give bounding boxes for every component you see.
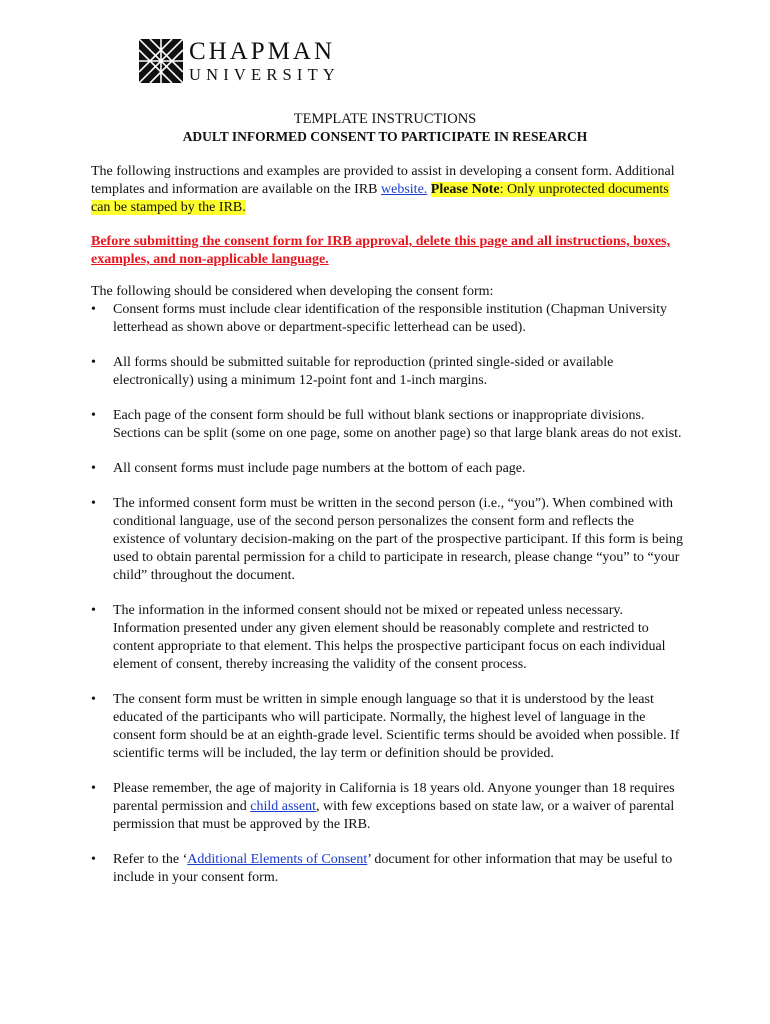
bullet-icon: • [91,496,96,511]
list-item-text: , with few exceptions based on state law, or a waiver of parental permission that must be approved by the IRB. [113,799,675,832]
bullet-icon: • [91,603,96,618]
note-label: Please Note [430,182,500,197]
considerations-heading: The following should be considered when developing the consent form: [91,284,494,299]
bullet-icon: • [91,692,96,707]
delete-warning: Before submitting the consent form for IRB approval, delete this page and all instructions, boxes, examples, and non-applicable language. [91,234,671,267]
list-item-text: The informed consent form must be written in the second person (i.e., “you”). When combined with conditional language, use of the second person personalizes the consent form and reflects the existence of voluntary decision-making on the part of the prospective participant. If this form is being used to obtain parental permission for a child to participate in research, please change “you” to “your child” throughout the document. [113,496,683,583]
list-item-text: Please remember, the age of majority in California is 18 years old. Anyone younger than 18 requires parental permission and [113,781,675,814]
chapman-logo [139,38,340,84]
document-subtitle: ADULT INFORMED CONSENT TO PARTICIPATE IN RESEARCH [182,129,588,144]
note-text: : Only unprotected documents can be stamped by the IRB. [91,182,669,215]
bullet-icon: • [91,461,96,476]
list-item-text: Consent forms must include clear identification of the responsible institution (Chapman University letterhead as shown above or department-specific letterhead can be used). [113,302,668,335]
list-item [91,460,683,478]
bullet-icon: • [91,302,96,317]
bullet-icon: • [91,355,96,370]
bullet-icon: • [91,408,96,423]
list-item [91,354,683,390]
list-item-text: Refer to the ‘ [113,852,188,867]
additional-elements-link[interactable]: Additional Elements of Consent [187,852,368,867]
list-item [91,495,683,585]
list-item [91,602,683,674]
list-item [91,301,683,337]
child-assent-link[interactable]: child assent [250,799,316,814]
list-item-additional-elements [91,851,683,887]
list-item-text: The information in the informed consent should not be mixed or repeated unless necessary. Information presented under any given element should be reasonably complete and restricted to content appropriate to that element. This helps the prospective participant focus on each individual element of consent, thereby increasing the validity of the consent process. [113,603,666,672]
bullet-icon: • [91,781,96,796]
list-item-age-of-majority [91,780,683,834]
list-item-text: ’ document for other information that may be useful to include in your consent form. [113,852,673,885]
chapman-emblem-icon [139,39,183,83]
logo-line-chapman: CHAPMAN [189,37,336,65]
list-item [91,691,683,763]
list-item-text: All forms should be submitted suitable for reproduction (printed single-sided or available electronically) using a minimum 12-point font and 1-inch margins. [113,355,614,388]
list-item-text: All consent forms must include page numbers at the bottom of each page. [113,461,526,476]
list-item-text: The consent form must be written in simple enough language so that it is understood by the least educated of the participants who will participate. Normally, the highest level of language in the consent form should be at an eighth-grade level. Scientific terms should be avoided when possible. If scientific terms will be included, the lay term or definition should be provided. [113,692,680,761]
intro-text: The following instructions and examples are provided to assist in developing a consent form. Additional templates and information are available on the IRB [91,164,675,197]
list-item [91,407,683,443]
logo-line-university: UNIVERSITY [189,64,340,84]
logo-wordmark [189,39,340,84]
intro-paragraph [91,163,683,217]
irb-website-link[interactable]: website. [381,182,428,197]
document-title: TEMPLATE INSTRUCTIONS [293,111,477,127]
bullet-icon: • [91,852,96,867]
list-item-text: Each page of the consent form should be full without blank sections or inappropriate divisions. Sections can be split (some on one page, some on another page) so that large blank areas do not exist. [113,408,682,441]
considerations-list [91,301,683,904]
